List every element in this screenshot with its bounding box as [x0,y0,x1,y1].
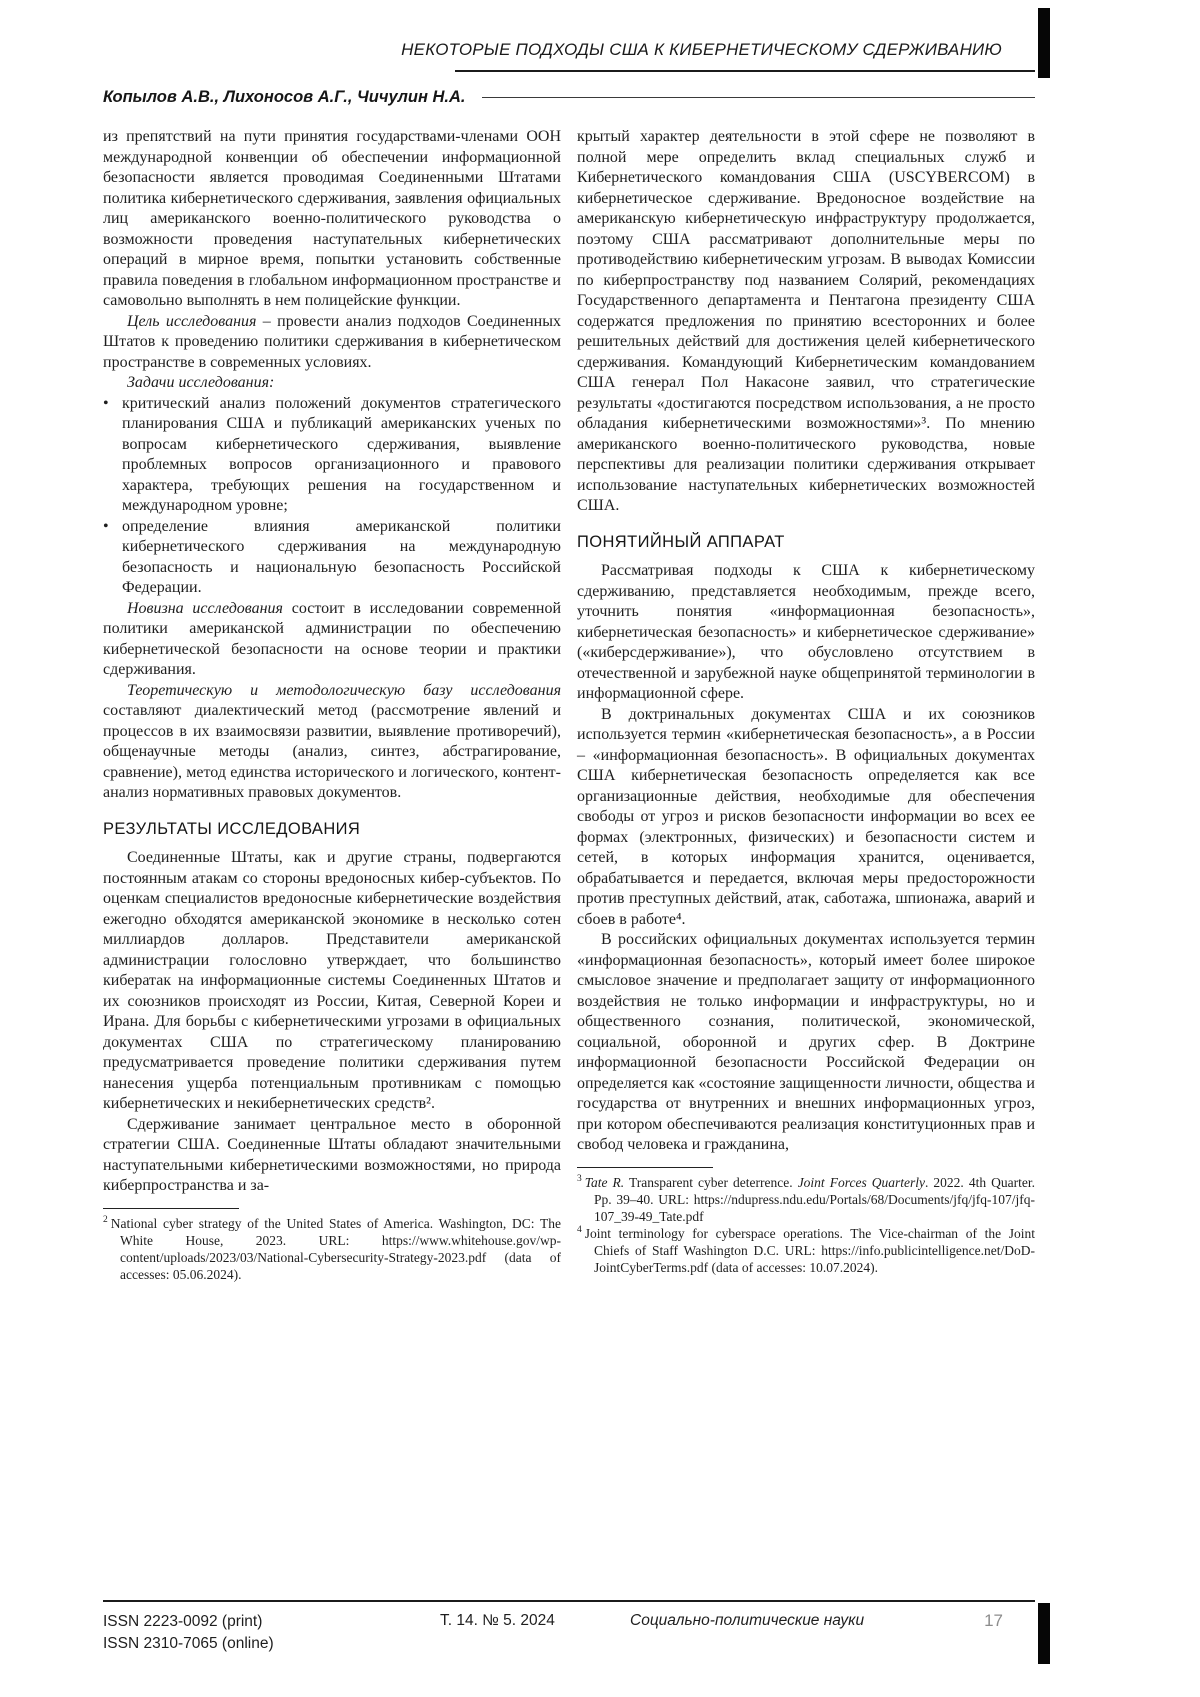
bottom-accent-bar [1038,1603,1050,1664]
section-heading-concepts: ПОНЯТИЙНЫЙ АППАРАТ [577,532,785,551]
novelty-text: состоит в исследовании современной политики американской администрации по обеспечению кибернетической безопасности на основе теории и практики сдерживания. [103,599,562,678]
footer [103,1611,1035,1663]
footnote-text: National cyber strategy of the United States of America. Washington, DC: The White House, 2023. URL: https://www.whitehouse.gov/wp-content/uploads/2023/03/National-Cybersecurity-Strategy-2023.pdf (data of accesses: 05.06.2024). [110,1215,561,1282]
running-title-rule [455,70,1035,72]
footnote-number: 3 [577,1174,582,1184]
paragraph-results-2: Сдерживание занимает центральное место в оборонной стратегии США. Соединенные Штаты обладают значительными наступательными кибернетическими возможностями, но природа киберпространства и за- [103,1115,561,1194]
paragraph-goal [103,312,561,374]
issn-print: ISSN 2223-0092 (print) [103,1613,263,1630]
left-column [103,127,561,1283]
paragraph-continuation: крытый характер деятельности в этой сфере не позволяют в полной мере определить вклад специальных служб и Кибернетического командования США (USCYBERCOM) в кибернетическое сдерживание. Вредоносное воздействие на американскую кибернетическую инфраструктуру продолжается, поэтому США рассматривают дополнительные меры по противодействию кибернетическим угрозам. В выводах Комиссии по киберпространству под названием Солярий, рекомендациях Государственного департамента и Пентагона президенту США содержатся предложения по принятию всесторонних и более решительных действий для достижения целей кибернетического сдерживания. Командующий Кибернетическим командованием США генерал Пол Накасоне заявил, что стратегические результаты «достигаются посредством использования, а не просто обладания кибернетическими возможностями»³. По мнению американского военно-политического руководства, новые перспективы для реализации политики сдерживания открывает использование наступательных кибернетических возможностей США. [577,128,1035,514]
footnote-4 [577,1225,1035,1276]
footnote-text: . 2022. 4th Quarter. Pp. 39–40. URL: https://ndupress.ndu.edu/Portals/68/Documents/jfq/jfq-107/jfq-107_39-49_Tate.pdf [594,1174,1036,1224]
paragraph-intro-continuation: из препятствий на пути принятия государствами-членами ООН международной конвенции об обеспечении информационной безопасности является проводимая Соединенными Штатами политика кибернетического сдерживания, заявления официальных лиц американского военно-политического руководства о возможности проведения наступательных кибернетических операций в мирное время, попытки установить собственные правила поведения в глобальном информационном пространстве и самовольно выполнять в нем полицейские функции. [103,128,561,309]
theory-text: составляют диалектический метод (рассмотрение явлений и процессов в их взаимосвязи развитии, выявление противоречий), общенаучные методы (анализ, синтез, абстрагирование, сравнение), метод единства исторического и логического, контент-анализ нормативных правовых документов. [103,702,561,801]
top-accent-bar [1038,8,1050,78]
footer-rule [103,1600,1035,1602]
issn-online: ISSN 2310-7065 (online) [103,1635,274,1652]
authors: Копылов А.В., Лихоносов А.Г., Чичулин Н.А. [103,88,466,106]
footnote-separator [103,1208,239,1209]
tasks-label: Задачи исследования: [127,374,275,391]
footnote-number: 4 [577,1225,582,1235]
paragraph-concepts-3: В российских официальных документах используется термин «информационная безопасность», который имеет более широкое смысловое значение и предполагает защиту от информационного воздействия не только информации и инфраструктуры, но и общественного сознания, политической, экономической, социальной, оборонной и других сфер. В Доктрине информационной безопасности Российской Федерации он определяется как «состояние защищенности личности, общества и государства от внутренних и внешних информационных угроз, при котором обеспечиваются реализация конституционных прав и свобод человека и гражданина, [577,931,1035,1153]
right-column [577,127,1035,1276]
theory-label: Теоретическую и методологическую базу исследования [127,681,561,699]
footnote-3 [577,1174,1035,1225]
authors-rule [482,97,1035,98]
paragraph-results-1: Соединенные Штаты, как и другие страны, подвергаются постоянным атакам со стороны вредоносных кибер-субъектов. По оценкам специалистов вредоносные кибернетические воздействия ежегодно обходятся американской экономике в несколько сотен миллиардов долларов. Представители американской администрации голословно утверждает, что большинство кибератак на информационные системы Соединенных Штатов и их союзников происходят из России, Китая, Северной Кореи и Ирана. Для борьбы с кибернетическими угрозами в официальных документах США по стратегическому планированию предусматривается проведение политики сдерживания путем нанесения ущерба потенциальным противникам с помощью кибернетических и некибернетических средств². [103,849,561,1112]
page-number: 17 [984,1611,1003,1630]
footnote-author: Tate R. [584,1174,625,1190]
footnote-text: Transparent cyber deterrence. [624,1174,798,1190]
paragraph-novelty [103,599,561,681]
bullet-icon: • [103,394,109,412]
paragraph-concepts-2: В доктринальных документах США и их союзников используется термин «кибернетическая безопасность», а в России – «информационная безопасность». В официальных документах США кибернетическая безопасность определяется как все организационные действия, необходимые для обеспечения свободы от угроз и рисков безопасности информации во всех ее формах (электронных, физических) и безопасности систем и сетей, в которых информация хранится, оценивается, обрабатывается и передается, включая меры предосторожности против преступных действий, атак, саботажа, шпионажа, аварий и сбоев в работе⁴. [577,705,1035,928]
section-heading-results: РЕЗУЛЬТАТЫ ИССЛЕДОВАНИЯ [103,819,361,838]
footnote-number: 2 [103,1215,108,1225]
novelty-label: Новизна исследования [127,599,283,617]
paragraph-concepts-1: Рассматривая подходы к США к кибернетическому сдерживанию, представляется необходимым, прежде всего, уточнить понятия «информационная безопасность», кибернетическая безопасность» и кибернетическое сдерживание» («киберсдерживание»), что обусловлено отсутствием в отечественной и зарубежной науке общепринятой терминологии в информационной сфере. [577,562,1035,702]
goal-text: – провести анализ подходов Соединенных Штатов к проведению политики сдерживания в кибернетическом пространстве в современных условиях. [103,312,561,371]
issn-block [103,1611,274,1655]
volume-issue: Т. 14. № 5. 2024 [440,1612,555,1629]
running-title: НЕКОТОРЫЕ ПОДХОДЫ США К КИБЕРНЕТИЧЕСКОМУ СДЕРЖИВАНИЮ [401,40,1002,59]
list-item [103,517,561,599]
authors-row [103,88,1035,107]
list-item [103,394,561,517]
footnote-text: Joint terminology for cyberspace operations. The Vice-chairman of the Joint Chiefs of Staff Washington D.C. URL: https://info.publicintelligence.net/DoD-JointCyberTerms.pdf (data of accesses: 10.07.2024). [584,1225,1035,1275]
footnote-journal: Joint Forces Quarterly [797,1174,926,1190]
paragraph-theory [103,681,561,804]
bullet-text: определение влияния американской политики кибернетического сдерживания на международную безопасность и национальную безопасность Российской Федерации. [122,517,561,596]
bullet-icon: • [103,517,109,535]
footnote-separator [577,1167,713,1168]
paragraph-tasks [103,373,561,394]
goal-label: Цель исследования [127,312,257,330]
bullet-text: критический анализ положений документов стратегического планирования США и публикаций американских ученых по вопросам кибернетического сдерживания, выявление проблемных вопросов организационного и правового характера, требующих решения на государственном и международном уровне; [122,394,561,514]
footnote-2 [103,1215,561,1283]
journal-name: Социально-политические науки [630,1612,865,1629]
